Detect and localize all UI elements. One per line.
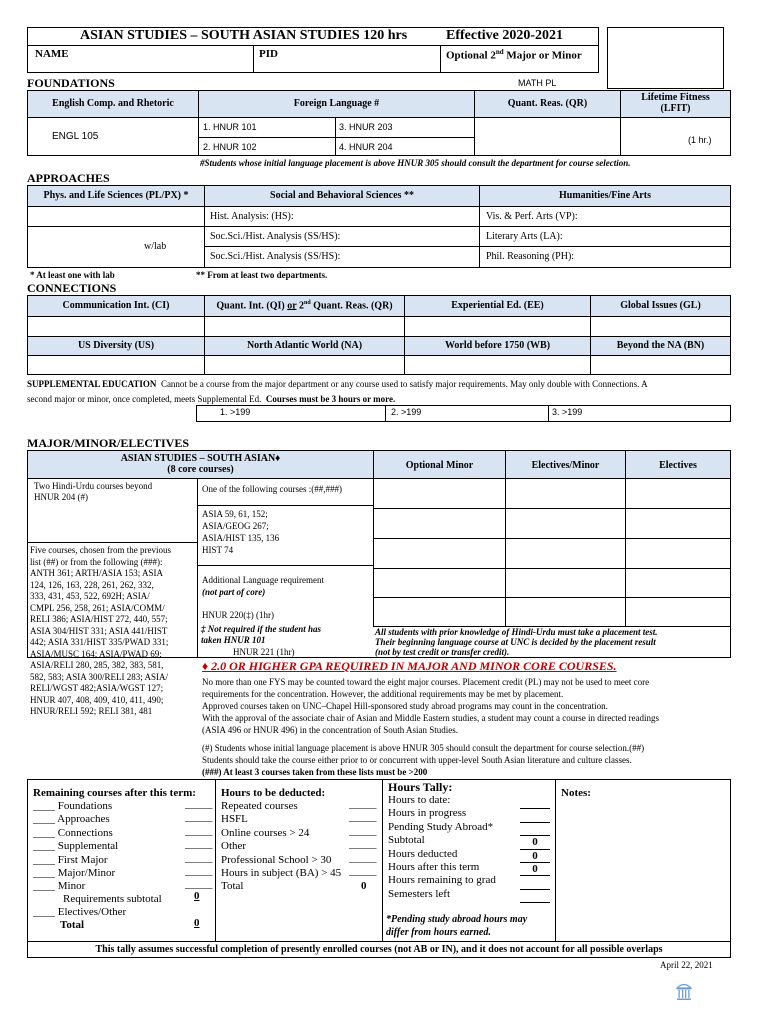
lfit-label: Lifetime Fitness: [641, 92, 710, 103]
electives-other: ____ Electives/Other: [33, 906, 127, 918]
tally-box: [27, 779, 731, 942]
ss-field-1[interactable]: Soc.Sci./Hist. Analysis (SS/HS):: [210, 231, 341, 242]
hnur-220[interactable]: HNUR 220(‡) (1hr): [202, 610, 274, 620]
foreign-language-header: [198, 90, 475, 118]
notes-label: Notes:: [561, 787, 591, 799]
electives-minor-label: Electives/Minor: [531, 460, 600, 471]
photo-box: [607, 27, 724, 89]
approaches-note-2: ** From at least two departments.: [196, 270, 328, 280]
hours-list: Hours to date: Hours in progress Pending Study Abroad* Subtotal Hours deducted Hours after this term Hours remaining to grad Semesters left: [388, 794, 496, 900]
total-value[interactable]: 0: [194, 917, 200, 929]
ss-header: [204, 185, 480, 207]
subtotal-value[interactable]: 0: [194, 890, 200, 902]
divider: [385, 405, 386, 422]
approaches-note-1: * At least one with lab: [30, 270, 115, 280]
wb-header: [404, 336, 591, 356]
divider: [204, 226, 731, 227]
divider: [404, 316, 405, 337]
major-rules-2: (#) Students whose initial language placement is above HNUR 305 should consult the department for course selection.(##) Students should take the course either prior to or concurrent with upper-level South Asian literature and culture classes.: [202, 743, 645, 765]
quant-header: [474, 90, 621, 118]
placement-underline: [373, 657, 529, 658]
optional-major-label: Optional 2nd Major or Minor: [446, 48, 582, 62]
ci-header: [27, 295, 205, 317]
divider: [620, 117, 621, 156]
title: ASIAN STUDIES – SOUTH ASIAN STUDIES 120 hrs: [80, 28, 408, 43]
requirements-subtotal: Requirements subtotal: [63, 893, 162, 905]
divider: [548, 405, 549, 422]
english-header: [27, 90, 199, 118]
deducted-title: Hours to be deducted:: [221, 787, 326, 799]
footer-text: This tally assumes successful completion of presently enrolled courses (not AB or IN), and it does not account for all possible overlaps: [95, 944, 663, 955]
divider: [204, 355, 205, 375]
supplemental-slots: [196, 405, 731, 422]
additional-language: Additional Language requirement (not part of core): [202, 575, 324, 597]
one-of-following: One of the following courses :(##,###): [202, 484, 342, 494]
divider: [373, 568, 731, 569]
connections-row-2[interactable]: [27, 355, 731, 375]
divider: [373, 597, 731, 598]
asia-course-list: ASIA 59, 61, 152; ASIA/GEOG 267; ASIA/HIST 135, 136 HIST 74: [202, 509, 280, 555]
supplemental-slot-3[interactable]: 3. >199: [552, 407, 583, 417]
pending-note: *Pending study abroad hours may differ from hours earned.: [386, 914, 528, 938]
deducted-list: Repeated courses HSFL Online courses > 24 Other Professional School > 30 Hours in subject (BA) > 45 Total: [221, 800, 342, 893]
vp-field[interactable]: Vis. & Perf. Arts (VP):: [486, 211, 578, 222]
core-title: ASIAN STUDIES – SOUTH ASIAN♦: [120, 453, 281, 464]
lfit-hours: (1 hr.): [688, 135, 712, 145]
gl-header: [590, 295, 731, 317]
divider: [204, 246, 731, 247]
divider: [373, 538, 731, 539]
fl-course-4[interactable]: 4. HNUR 204: [339, 142, 393, 152]
divider: [197, 565, 373, 566]
electives-header: [625, 450, 731, 479]
engl-105[interactable]: ENGL 105: [52, 131, 99, 142]
supplemental-line-1: SUPPLEMENTAL EDUCATION Cannot be a course from the major department or any course used to satisfy major requirements. May only double with Connections. A: [27, 379, 648, 389]
remaining-list: ____ Foundations ____ Approaches ____ Connections ____ Supplemental ____ First Major ____ Major/Minor ____ Minor: [33, 800, 119, 893]
optional-minor-header: [373, 450, 506, 479]
supplemental-line-2: second major or minor, once completed, meets Supplemental Ed. Courses must be 3 hours or more.: [27, 394, 396, 404]
two-hindi-courses: Two Hindi-Urdu courses beyond HNUR 204 (#): [34, 481, 153, 502]
divider: [197, 505, 373, 506]
remaining-total: Total: [60, 919, 85, 931]
divider: [479, 206, 480, 268]
deducted-total-value[interactable]: 0: [361, 880, 367, 892]
old-well-icon: [676, 981, 692, 1001]
foreign-language-label: Foreign Language #: [293, 98, 380, 109]
wb-label: World before 1750 (WB): [444, 340, 551, 351]
divider: [590, 355, 591, 375]
major-heading: MAJOR/MINOR/ELECTIVES: [27, 436, 190, 450]
major-rules-3: (###) At least 3 courses taken from these lists must be >200: [202, 767, 428, 777]
la-field[interactable]: Literary Arts (LA):: [486, 231, 563, 242]
remaining-title: Remaining courses after this term:: [33, 787, 196, 799]
divider: [198, 137, 475, 138]
bn-header: [590, 336, 731, 356]
divider: [27, 45, 599, 46]
five-courses-list: Five courses, chosen from the previous list (##) or from the following (###): ANTH 361; ARTH/ASIA 153; ASIA 124, 126, 163, 228, 261, 262, 332, 333, 431, 453, 522, 692H; ASIA/ CMPL 256, 258, 261; ASIA/COMM/ RELI 386; ASIA/HIST 272, 440, 557; ASIA 304/HIST 331; ASIA 441/HIST 442; ASIA 331/HIST 335/PWAD 331; ASIA/MUSC 164; ASIA/PWAD 69; ASIA/RELI 280, 285, 382, 383, 581, 582, 583; ASIA 300/RELI 283; ASIA/ RELI/WGST 482;ASIA/WGST 127; HNUR 407, 408, 409, 410, 411, 490; HNUR/RELI 592; RELI 381, 481: [30, 545, 171, 716]
lfit-header: [620, 90, 731, 118]
divider: [440, 45, 441, 73]
hours-values[interactable]: 0 0 0: [520, 796, 550, 903]
connections-heading: CONNECTIONS: [27, 281, 117, 295]
electives-label: Electives: [659, 460, 697, 471]
hs-field[interactable]: Hist. Analysis: (HS):: [210, 211, 294, 222]
ee-header: [404, 295, 591, 317]
na-label: North Atlantic World (NA): [246, 340, 363, 351]
foundations-heading: FOUNDATIONS: [27, 76, 115, 90]
divider: [373, 478, 374, 626]
fl-course-1[interactable]: 1. HNUR 101: [203, 122, 257, 132]
divider: [27, 226, 205, 227]
ph-field[interactable]: Phil. Reasoning (PH):: [486, 251, 575, 262]
english-label: English Comp. and Rhetoric: [52, 98, 174, 109]
name-label: NAME: [35, 48, 69, 60]
hnur-221[interactable]: HNUR 221 (1hr): [233, 647, 295, 657]
ci-label: Communication Int. (CI): [62, 300, 170, 311]
foundations-note: #Students whose initial language placement is above HNUR 305 should consult the department for course selection.: [200, 158, 631, 168]
divider: [27, 542, 197, 543]
hum-label: Humanities/Fine Arts: [559, 190, 651, 201]
hum-header: [479, 185, 731, 207]
math-pl-label: MATH PL: [518, 78, 557, 88]
us-label: US Diversity (US): [77, 340, 155, 351]
supplemental-slot-1[interactable]: 1. >199: [220, 407, 251, 417]
supplemental-slot-2[interactable]: 2. >199: [391, 407, 422, 417]
remaining-blanks[interactable]: _____ _____ _____ _____ _____ _____ _____: [185, 798, 213, 891]
wlab-label: w/lab: [144, 241, 167, 252]
divider: [215, 779, 216, 942]
ee-label: Experiential Ed. (EE): [451, 300, 544, 311]
bn-label: Beyond the NA (BN): [616, 340, 705, 351]
footer-box: [27, 941, 731, 958]
gl-label: Global Issues (GL): [620, 300, 701, 311]
major-rules: No more than one FYS may be counted toward the eight major courses. Placement credit (PL) may not be used to meet core requirements for the concentration. However, the additional requirements may be met by placement. Approved courses taken on UNC–Chapel Hill-sponsored study abroad programs may count in the concentration. With the approval of the associate chair of Asian and Middle Eastern studies, a student may count a course in directed readings (ASIA 496 or HNUR 496) in the concentration of South Asian Studies.: [202, 677, 659, 735]
ss-label: Social and Behavioral Sciences **: [270, 190, 414, 201]
deducted-blanks[interactable]: _____ _____ _____ _____ _____ _____: [349, 798, 377, 878]
not-required-note: ‡ Not required if the student has taken HNUR 101: [201, 624, 322, 645]
divider: [204, 206, 205, 268]
connections-row-1[interactable]: [27, 316, 731, 337]
lfit-label-2: (LFIT): [660, 103, 691, 114]
gpa-requirement: ♦ 2.0 OR HIGHER GPA REQUIRED IN MAJOR AND MINOR CORE COURSES.: [202, 659, 617, 673]
divider: [204, 316, 205, 337]
divider: [373, 508, 731, 509]
ss-field-2[interactable]: Soc.Sci./Hist. Analysis (SS/HS):: [210, 251, 341, 262]
quant-label: Quant. Reas. (QR): [507, 98, 588, 109]
divider: [505, 478, 506, 626]
pl-label: Phys. and Life Sciences (PL/PX) *: [43, 190, 189, 201]
divider: [404, 355, 405, 375]
core-header: [27, 450, 374, 479]
na-header: [204, 336, 405, 356]
pl-header: [27, 185, 205, 207]
approaches-body: [27, 206, 731, 268]
effective-date: Effective 2020-2021: [446, 28, 564, 43]
electives-minor-header: [505, 450, 626, 479]
fl-course-2[interactable]: 2. HNUR 102: [203, 142, 257, 152]
date-label: April 22, 2021: [660, 960, 713, 970]
us-header: [27, 336, 205, 356]
divider: [382, 779, 383, 942]
fl-course-3[interactable]: 3. HNUR 203: [339, 122, 393, 132]
qi-label: Quant. Int. (QI) or 2nd Quant. Reas. (QR): [216, 300, 393, 312]
divider: [625, 478, 626, 626]
divider: [590, 316, 591, 337]
placement-note: All students with prior knowledge of Hindi-Urdu must take a placement test. Their beginning language course at UNC is decided by the placement result (not by test credit or transfer credit).: [375, 627, 658, 657]
pid-label: PID: [259, 48, 278, 60]
divider: [253, 45, 254, 73]
divider: [555, 779, 556, 942]
optional-minor-label: Optional Minor: [405, 460, 474, 471]
hours-tally-title: Hours Tally:: [388, 780, 453, 794]
qi-header: [204, 295, 405, 317]
core-subtitle: (8 core courses): [167, 464, 234, 475]
approaches-heading: APPROACHES: [27, 171, 110, 185]
